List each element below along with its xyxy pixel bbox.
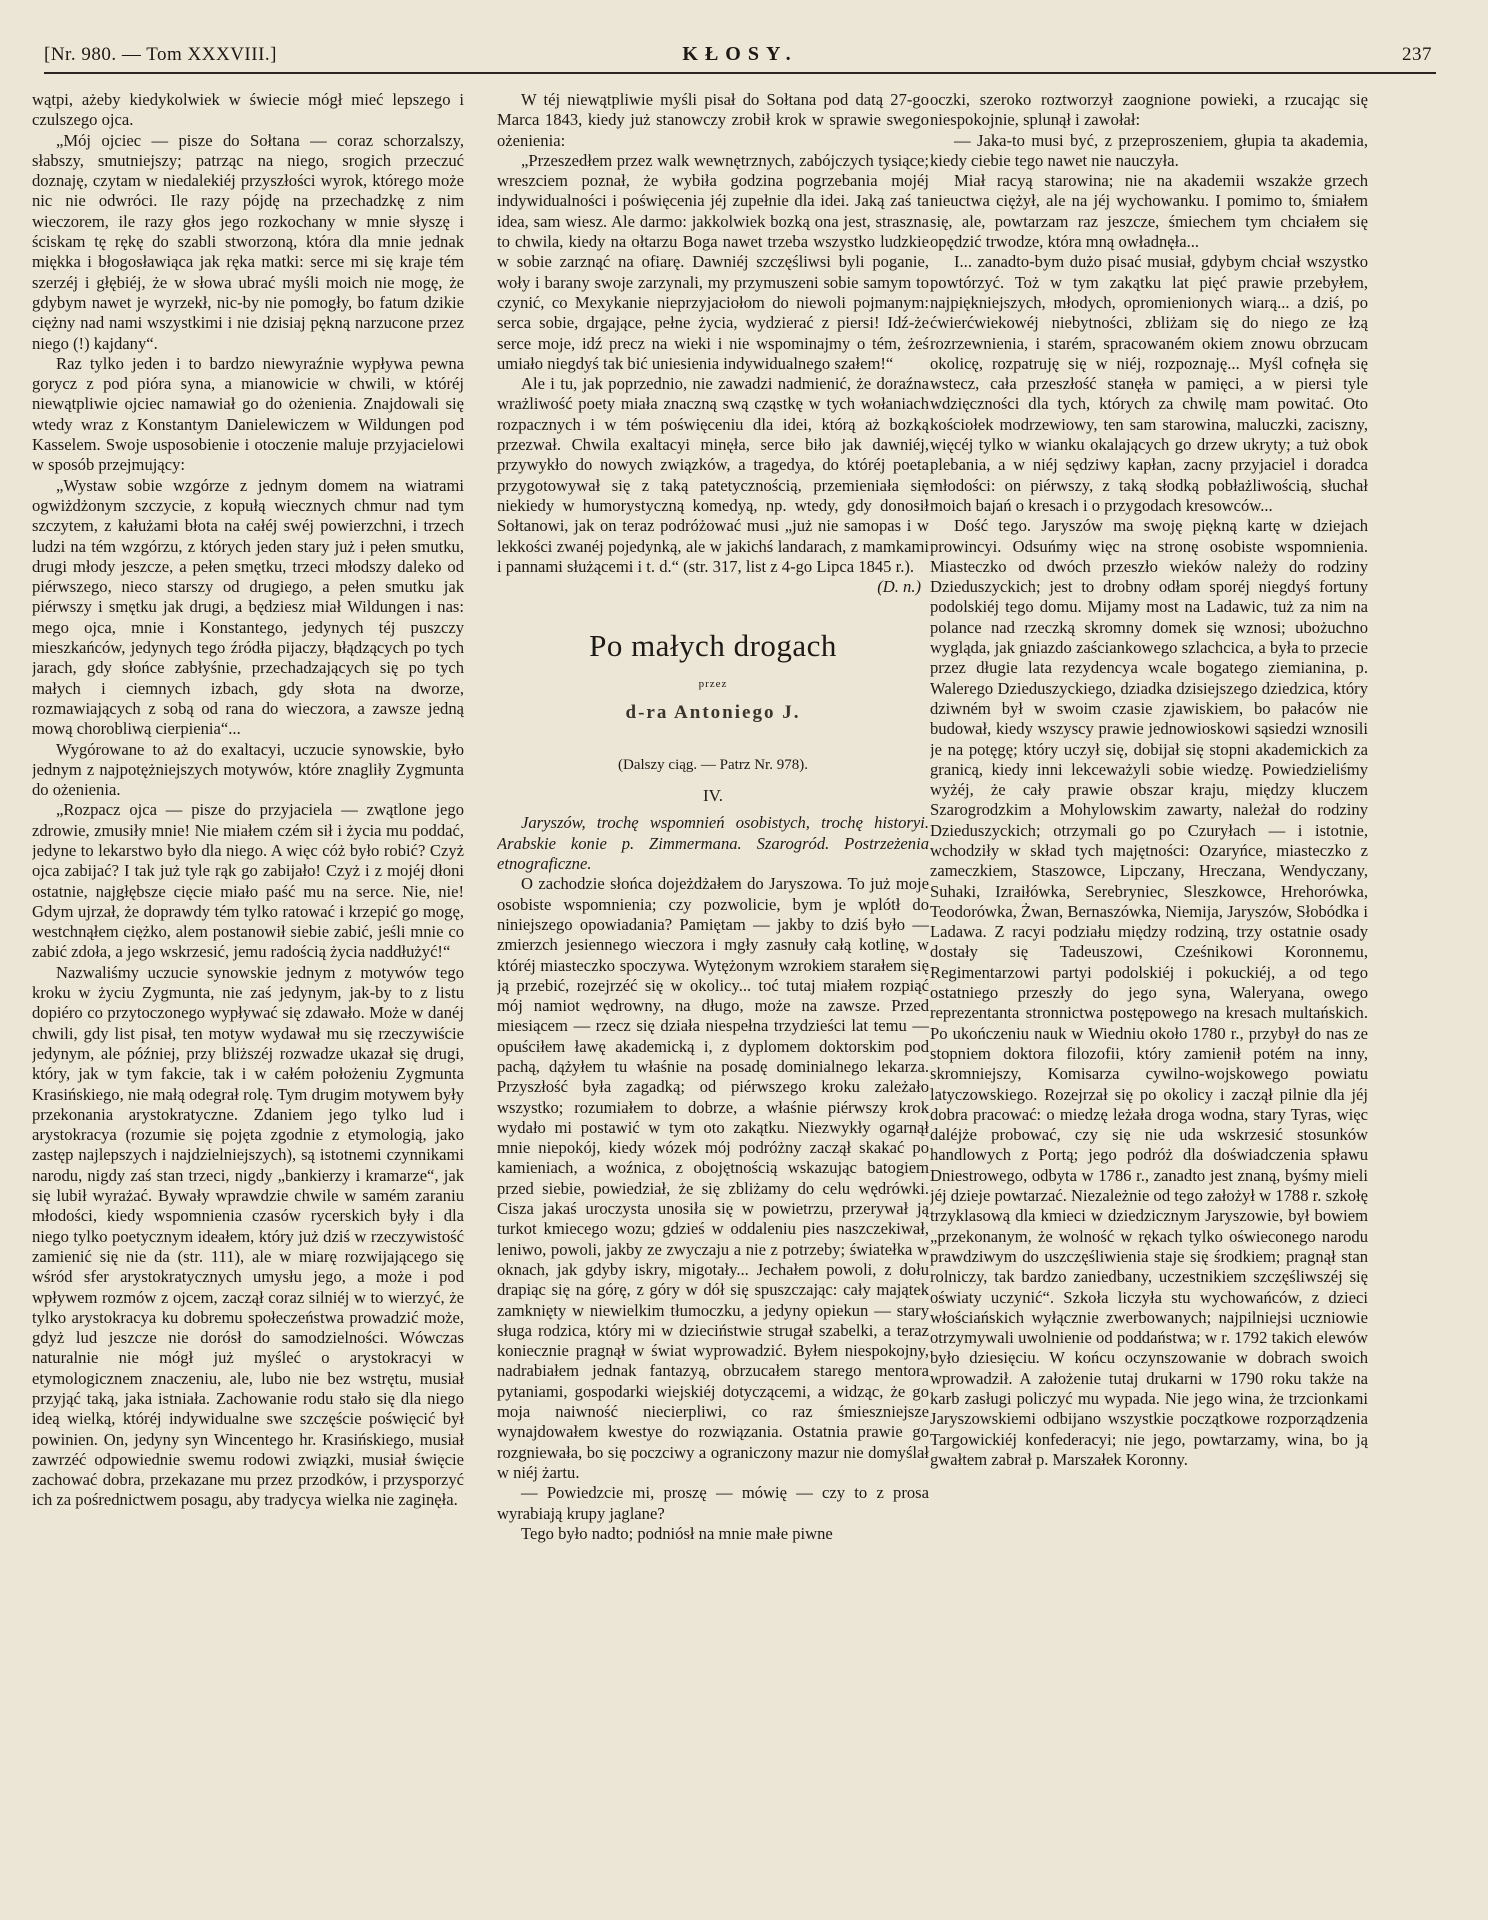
article-signature: (D. n.): [877, 577, 921, 597]
paragraph: „Mój ojciec — pisze do Sołtana — coraz schorzalszy, słabszy, smutniejszy; patrząc na niego, srogich przeczuć doznaję, czytam w niedalekiéj przyszłości wyrok, którego może nic nie odwróci. Ile razy pójdę na przechadzkę z nim wieczorem, ile razy głos jego rozkochany w mnie słyszę i ściskam tę rękę do szabli stworzoną, która dla mnie jednak miękka i błogosławiąca jak ręka matki: serce mi się kraje tém szerzéj i głębiéj, że w słowa ubrać myśli moich nie mogę, że gdybym nawet je wyrzekł, nic-by nie pomogły, bo fatum dzikie ciężny nad nami wszystkimi i nie dzisiaj pękną narzucone przez niego (!) kajdany“.: [32, 130, 464, 353]
chapter-number: IV.: [703, 786, 723, 806]
paragraph: wątpi, ażeby kiedykolwiek w świecie mógł mieć lepszego i czulszego ojca.: [32, 90, 464, 130]
paragraph: Ale i tu, jak poprzednio, nie zawadzi nadmienić, że doraźna wrażliwość poety miała znaczną swą cząstkę w tych wołaniach rozpacznych i w tém poświęceniu dla idei, którą aż bozką przezwał. Chwila exaltacyi minęła, serce biło jak dawniéj, przywykło do nowych związków, a tragedya, do któréj poeta przygotowywał się z taką patetycznością, przemieniała się niekiedy w humorystyczną komedyą, np. wtedy, gdy donosił Sołtanowi, jak on teraz podróżować musi „już nie samopas i w lekkości zwanéj pojedynką, ale w jakichś landarach, z mamkami i pannami służącemi i t. d.“ (str. 317, list z 4-go Lipca 1845 r.).: [497, 374, 929, 576]
paragraph: oczki, szeroko roztworzył zaognione powieki, a rzucając się niespokojnie, splunął i zawołał:: [930, 90, 1368, 130]
page-number: 237: [1402, 44, 1432, 65]
article-title: Po małych drogach: [589, 628, 837, 664]
paragraph: Tego było nadto; podniósł na mnie małe piwne: [521, 1523, 833, 1543]
paragraph: O zachodzie słońca dojeżdżałem do Jaryszowa. To już moje osobiste wspomnienia; czy pozwolicie, bym je wplótł do niniejszego opowiadania? Pamiętam — jakby to dziś było — zmierzch jesiennego wieczora i mgły zasnuły całą kotlinę, w któréj miasteczko spoczywa. Wytężonym wzrokiem starałem się ją przebić, rozejrzéć się w okolicy... toć tutaj miałem rozpiąć mój namiot wędrowny, na długo, może na zawsze. Przed miesiącem — rzecz się działa niespełna trzydzieści lat temu — opuściłem ławę akademicką i, z dyplomem doktorskim pod pachą, dążyłem tu właśnie na posadę dominialnego lekarza. Przyszłość była zagadką; od piérwszego kroku zależało wszystko; rozumiałem to dobrze, a właśnie piérwszy krok wydało mi postawić w tym oto zakątku. Niezwykły ogarnął mnie niepokój, kiedy wózek mój podróżny zaczął skakać po kamieniach, a woźnica, z obojętnością wskazując batogiem przed siebie, powiedział, że się zbliżamy do celu wędrówki. Cisza jakaś uroczysta unosiła się w powietrzu, przerywał ją turkot kmiecego wozu; gdzieś w oddaleniu pies naszczekiwał, leniwo, powoli, jakby ze zwyczaju a nie z potrzeby; światełka w oknach, jak gdyby iskry, migotały... Jechałem powoli, z dołu drapiąc się na górę, z góry w dół się spuszczając: cały majątek zamknięty w niewielkim tłumoczku, a jedyny opiekun — stary sługa rodzica, który mi w dzieciństwie strugał szabelki, a teraz koniecznie pragnął w świat wyprowadzić. Byłem niespokojny, nadrabiałem jednak fantazyą, obrzucałem starego mentora pytaniami, gospodarki wiejskiéj dotyczącemi, a widząc, że go moja naiwność niecierpliwi, co raz śmieszniejsze wynajdowałem kwestye do rozwiązania. Ostatnia prawie go rozgniewała, bo się poczciwy a ograniczony mazur nie domyślał w niéj żartu.: [497, 874, 929, 1482]
paragraph: Wygórowane to aż do exaltacyi, uczucie synowskie, było jednym z najpotężniejszych motywów, które znagliły Zygmunta do ożenienia.: [32, 739, 464, 800]
masthead: KŁOSY.: [682, 43, 798, 65]
paragraph: Miał racyą starowina; nie na akademii wszakże grzech nieuctwa ciężył, ale na jéj wychowanku. I pomimo to, śmiałem się, ale, powtarzam raz jeszcze, śmiechem tym chciałem się opędzić trwodze, która mną owładnęła...: [930, 171, 1368, 252]
paragraph: „Wystaw sobie wzgórze z jednym domem na wiatrami ogwiżdżonym szczycie, z kopułą wiecznych chmur nad tym szczytem, z kałużami błota na całéj swéj powierzchni, i trzech ludzi na tém wzgórzu, z których jeden stary już i pełen smutku, drugi młody jeszcze, a pełen smętku, trzeci młodszy daleko od piérwszego, nieco starszy od drugiego, a pełen smutku jak piérwszy i smętku jak drugi, a będziesz miał Wildungen i nas: mego ojca, mnie i Konstantego, jedynych téj puszczy mieszkańców, jedynych tego źródła pijaczy, błądzących po tych jarach, gdy słońce zabłyśnie, przechadzających się po tych małych i ciemnych izbach, gdy słota na dworze, rozmawiających z sobą od rana do wieczora, a zawsze jedną mową chorobliwą cierpienia“...: [32, 475, 464, 739]
article-author: d-ra Antoniego J.: [625, 702, 801, 724]
paragraph: Dość tego. Jaryszów ma swoję piękną kartę w dziejach prowincyi. Odsuńmy więc na stronę osobiste wspomnienia. Miasteczko od dwóch przeszło wieków należy do rodziny Dzieduszyckich; jest to drobny odłam sporéj niegdyś fortuny podolskiéj tego domu. Mijamy most na Ladawic, tuż za nim na polance nad rzeczką skromny domek się wznosi; ubożuchno wygląda, jak gniazdo zaściankowego szlachcica, a była to przecie przez długie lata rezydencya wcale bogatego ziemianina, p. Walerego Dzieduszyckiego, dziadka dzisiejszego dziedzica, który dziwném był w swoim czasie zjawiskiem, bo pałaców nie budował, kiedy wszyscy prawie jednowioskowi sąsiedzi wznosili je na potęgę; który uczył się, dobijał się stopni akademickich za granicą, kiedy inni lekceważyli sobie wiedzę. Powiedzieliśmy wyżéj, że cały prawie obszar kraju, między kluczem Szarogrodzkim a Mohylowskim zawarty, należał do rodziny Dzieduszyckich; otrzymali go po Czuryłach — i istotnie, wchodziły w skład tych majętności: Ozaryńce, miasteczko z zameczkiem, Staszowce, Lipczany, Hreczana, Wendyczany, Suhaki, Izraiłówka, Serebryniec, Sleszkowce, Hrehorówka, Teodorówka, Żwan, Bernaszówka, Niemija, Jaryszów, Słobódka i Ladawa. Z racyi podziału między rodziną, trzy ostatnie osady dostały się Tadeuszowi, Cześnikowi Koronnemu, Regimentarzowi partyi podolskiéj i pokuckiéj, a od tego ostatniego przeszły do jego syna, Waleryana, owego reprezentanta stronnictwa postępowego na kresach multańskich. Po ukończeniu nauk w Wiedniu około 1780 r., przybył do nas ze stopniem doktora filozofii, który zamienił potém na inny, skromniejszy, Komisarza cywilno-wojskowego powiatu latyczowskiego. Rozejrzał się po okolicy i zaczął pilnie dla jéj dobra pracować: o miedzę leżała droga wodna, stary Tyras, więc daléjże probować, czy się nie uda wskrzesić stosunków handlowych z Portą; jego podróż dla doświadczenia spławu Dniestrowego, odbyta w 1786 r., zanadto jest znaną, byśmy mieli jéj dzieje powtarzać. Niezależnie od tego założył w 1788 r. szkołę trzyklasową dla kmieci w dziedzicznym Jaryszowie, był bowiem „przekonanym, że wolność w rękach tylko oświeconego narodu prawdziwym do uszczęśliwienia staje się środkiem; pragnął stan rolniczy, tak bardzo zaniedbany, uczestnikiem szczęśliwszéj się oświaty uczynić“. Szkoła liczyła stu wychowańców, z dzieci włościańskich wyłącznie zwerbowanych; najpilniejsi uczniowie otrzymywali uwolnienie od poddaństwa; w r. 1792 takich elewów było dziesięciu. W końcu oczynszowanie w dobrach swoich wprowadził. A założenie tutaj drukarni w 1790 roku także na karb zasługi policzyć mu wypada. Nie jego wina, że trzcionkami Jaryszowskiemi odbijano wszystkie początkowe rozporządzenia Targowickiéj konfederacyi; nie jego, powtarzamy, wina, bo ją gwałtem zabrał p. Marszałek Koronny.: [930, 516, 1368, 1469]
issue-number: [Nr. 980. — Tom XXXVIII.]: [44, 44, 277, 65]
column-3: [930, 90, 1368, 1900]
column-1: [32, 90, 464, 1900]
chapter-summary: Jaryszów, trochę wspomnień osobistych, trochę historyi. Arabskie konie p. Zimmermana. Szarogród. Postrzeżenia etnograficzne.: [497, 813, 929, 874]
paragraph: Raz tylko jeden i to bardzo niewyraźnie wypływa pewna gorycz z pod pióra syna, a mianowicie w chwili, w któréj niewątpliwie ojciec namawiał go do ożenienia. Znajdowali się wtedy wraz z Konstantym Danielewiczem w Wildungen pod Kasselem. Swoje usposobienie i otoczenie maluje przyjacielowi w sposób przejmujący:: [32, 353, 464, 475]
paragraph: I... zanadto-bym dużo pisać musiał, gdybym chciał wszystko powtórzyć. Toż w tym zakątku lat pięć prawie przebyłem, najpiękniejszych, młodych, opromienionych wiarą... a dziś, po ćwierćwiekowéj niebytności, zbliżam się do niego ze łzą rozrzewnienia, i starém, spracowaném okiem znowu obrzucam okolicę, rozpatruję się w niéj, rozpoznaję... Myśl cofnęła się wstecz, cała przeszłość stanęła w pamięci, a w piersi tyle wdzięczności dla tych, których za chwilę mam powitać. Oto kościołek modrzewiowy, ten sam starowina, maluczki, zaciszny, więcéj tylko w wianku okalających go drzew ukryty; a tuż obok plebania, a w niéj sędziwy kapłan, zacny przyjaciel i doradca młodości: on piérwszy, z taką słodką pobłażliwością, słuchał moich bajań o kresach i o przygodach kresowców...: [930, 252, 1368, 515]
continuation-note: (Dalszy ciąg. — Patrz Nr. 978).: [618, 757, 808, 774]
paragraph: — Jaka-to musi być, z przeproszeniem, głupia ta akademia, kiedy ciebie tego nawet nie nauczyła.: [930, 130, 1368, 170]
byline-przez: przez: [698, 678, 728, 691]
column-2: [497, 90, 929, 1900]
paragraph: — Powiedzcie mi, proszę — mówię — czy to z prosa wyrabiają krupy jaglane?: [497, 1483, 929, 1523]
paragraph: Nazwaliśmy uczucie synowskie jednym z motywów tego kroku w życiu Zygmunta, nie zaś jedynym, jak-by to z listu dopiéro co przytoczonego wypływać się zdawało. Może w danéj chwili, gdy list pisał, ten motyw wydawał mu się rzeczywiście jedynym, ale później, przy bliższéj rozwadze ukazał się drugi, który, jak w tym fakcie, tak i w całém położeniu Zygmunta Krasińskiego, nie małą odegrał rolę. Tym drugim motywem były przekonania arystokratyczne. Zdaniem jego tylko lud i arystokracya (rozumie się pojęta zgodnie z etymologią, jako zastęp najlepszych i najdzielniejszych), są istotnemi czynnikami narodu, nigdy zaś stan trzeci, nigdy „bankierzy i kramarze“, jak się lubił wyrażać. Bywały wprawdzie chwile w samém zaraniu młodości, kiedy wspomnienia czasów rycerskich były i dla niego tylko poetycznym ideałem, który już dziś w rzeczywistość zamienić się nie da (str. 111), ale w miarę rozwijającego się wśród sfer arystokratycznych umysłu jego, a może i pod wpływem rozmów z ojcem, zaczął coraz silniéj w to wierzyć, że tylko arystokracya ku dobremu społeczeństwa prowadzić może, gdyż lud jeszcze nie dorósł do samodzielności. Wówczas naturalnie nie mógł już myśleć o arystokracyi w etymologicznem znaczeniu, ale, lubo nie bez wstrętu, musiał przyjąć taką, jaka istniała. Zachowanie rodu stało się dla niego ideą wielką, któréj indywidualne swe szczęście poświęcić był powinien. On, jedyny syn Wincentego hr. Krasińskiego, musiał zawrzéć odpowiednie swemu rodowi związki, musiał święcie zachować dobra, przekazane mu przez przodków, i przysporzyć ich za pośrednictwem posagu, aby tradycya wielka nie zaginęła.: [32, 962, 464, 1510]
paragraph: „Rozpacz ojca — pisze do przyjaciela — zwątlone jego zdrowie, zmusiły mnie! Nie miałem czém sił i życia mu poddać, jedyne to lekarstwo było dla niego. A więc cóż było robić? Czyż ojca zabijać? I tak już tyle rąk go zabijało! Czyż i z mojéj dłoni ostatnie, najgłębsze cięcie miało paść mu na serce. Nie, nie! Gdym ujrzał, że doprawdy tém tylko ratować i krzepić go mogę, westchnąłem ciężko, alem postanowił siebie zabić, jeśli mnie co zabić zdoła, a jego wskrzesić, jemu radością życia naddłużyć!“: [32, 800, 464, 962]
page-header: [44, 38, 1436, 74]
paragraph: W téj niewątpliwie myśli pisał do Sołtana pod datą 27-go Marca 1843, kiedy już stanowczy zrobił krok w sprawie swego ożenienia:: [497, 90, 929, 150]
paragraph: „Przeszedłem przez walk wewnętrznych, zabójczych tysiące; wreszciem poznał, że wybiła godzina pogrzebania mojéj indywidualności i poświęcenia jéj zupełnie dla idei. Jaką zaś ta idea, sam wiesz. Ale darmo: jakkolwiek bozką ona jest, straszna to chwila, kiedy na ołtarzu Boga nawet trzeba wszystko ludzkie w sobie zarznąć na ofiarę. Dawniéj szczęśliwsi byli poganie, woły i barany swoje zarzynali, my przymuszeni sobie samym to czynić, co Mexykanie nieprzyjaciołom do niewoli pojmanym: serca sobie, drgające, pełne życia, wydzierać z piersi! Idź-że serce moje, idź precz na wieki i nie wspominajmy o tém, żeś umiało niegdyś tak bić uniesienia indywidualnego szałem!“: [497, 150, 929, 373]
